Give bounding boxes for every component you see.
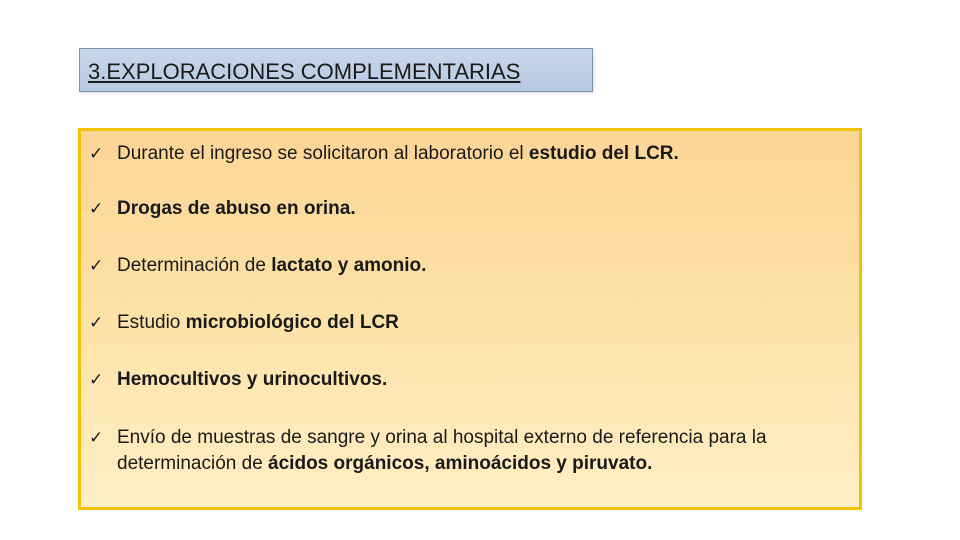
checkmark-icon: ✓ (89, 428, 104, 448)
list-item-text: Drogas de abuso en orina. (117, 198, 356, 219)
list-item-text: Durante el ingreso se solicitaron al laboratorio el estudio del LCR. (117, 143, 679, 164)
list-item-text: Estudio microbiológico del LCR (117, 312, 399, 333)
list-item-text: Hemocultivos y urinocultivos. (117, 369, 388, 390)
list-item (89, 367, 857, 393)
list-item (89, 196, 857, 222)
list-item-text: Determinación de lactato y amonio. (117, 255, 427, 276)
checkmark-icon: ✓ (89, 313, 104, 333)
checkmark-icon: ✓ (89, 370, 104, 390)
list-item (89, 141, 857, 167)
list-item-text: Envío de muestras de sangre y orina al hospital externo de referencia para la determinación de ácidos orgánicos, aminoácidos y piruvato. (117, 427, 767, 474)
section-title: 3.EXPLORACIONES COMPLEMENTARIAS (88, 59, 521, 84)
checkmark-icon: ✓ (89, 256, 104, 276)
checkmark-icon: ✓ (89, 144, 104, 164)
content-box (78, 128, 862, 510)
checkmark-icon: ✓ (89, 199, 104, 219)
section-title-box (79, 48, 593, 92)
list-item (89, 425, 857, 477)
list-item (89, 253, 857, 279)
list-item (89, 310, 857, 336)
